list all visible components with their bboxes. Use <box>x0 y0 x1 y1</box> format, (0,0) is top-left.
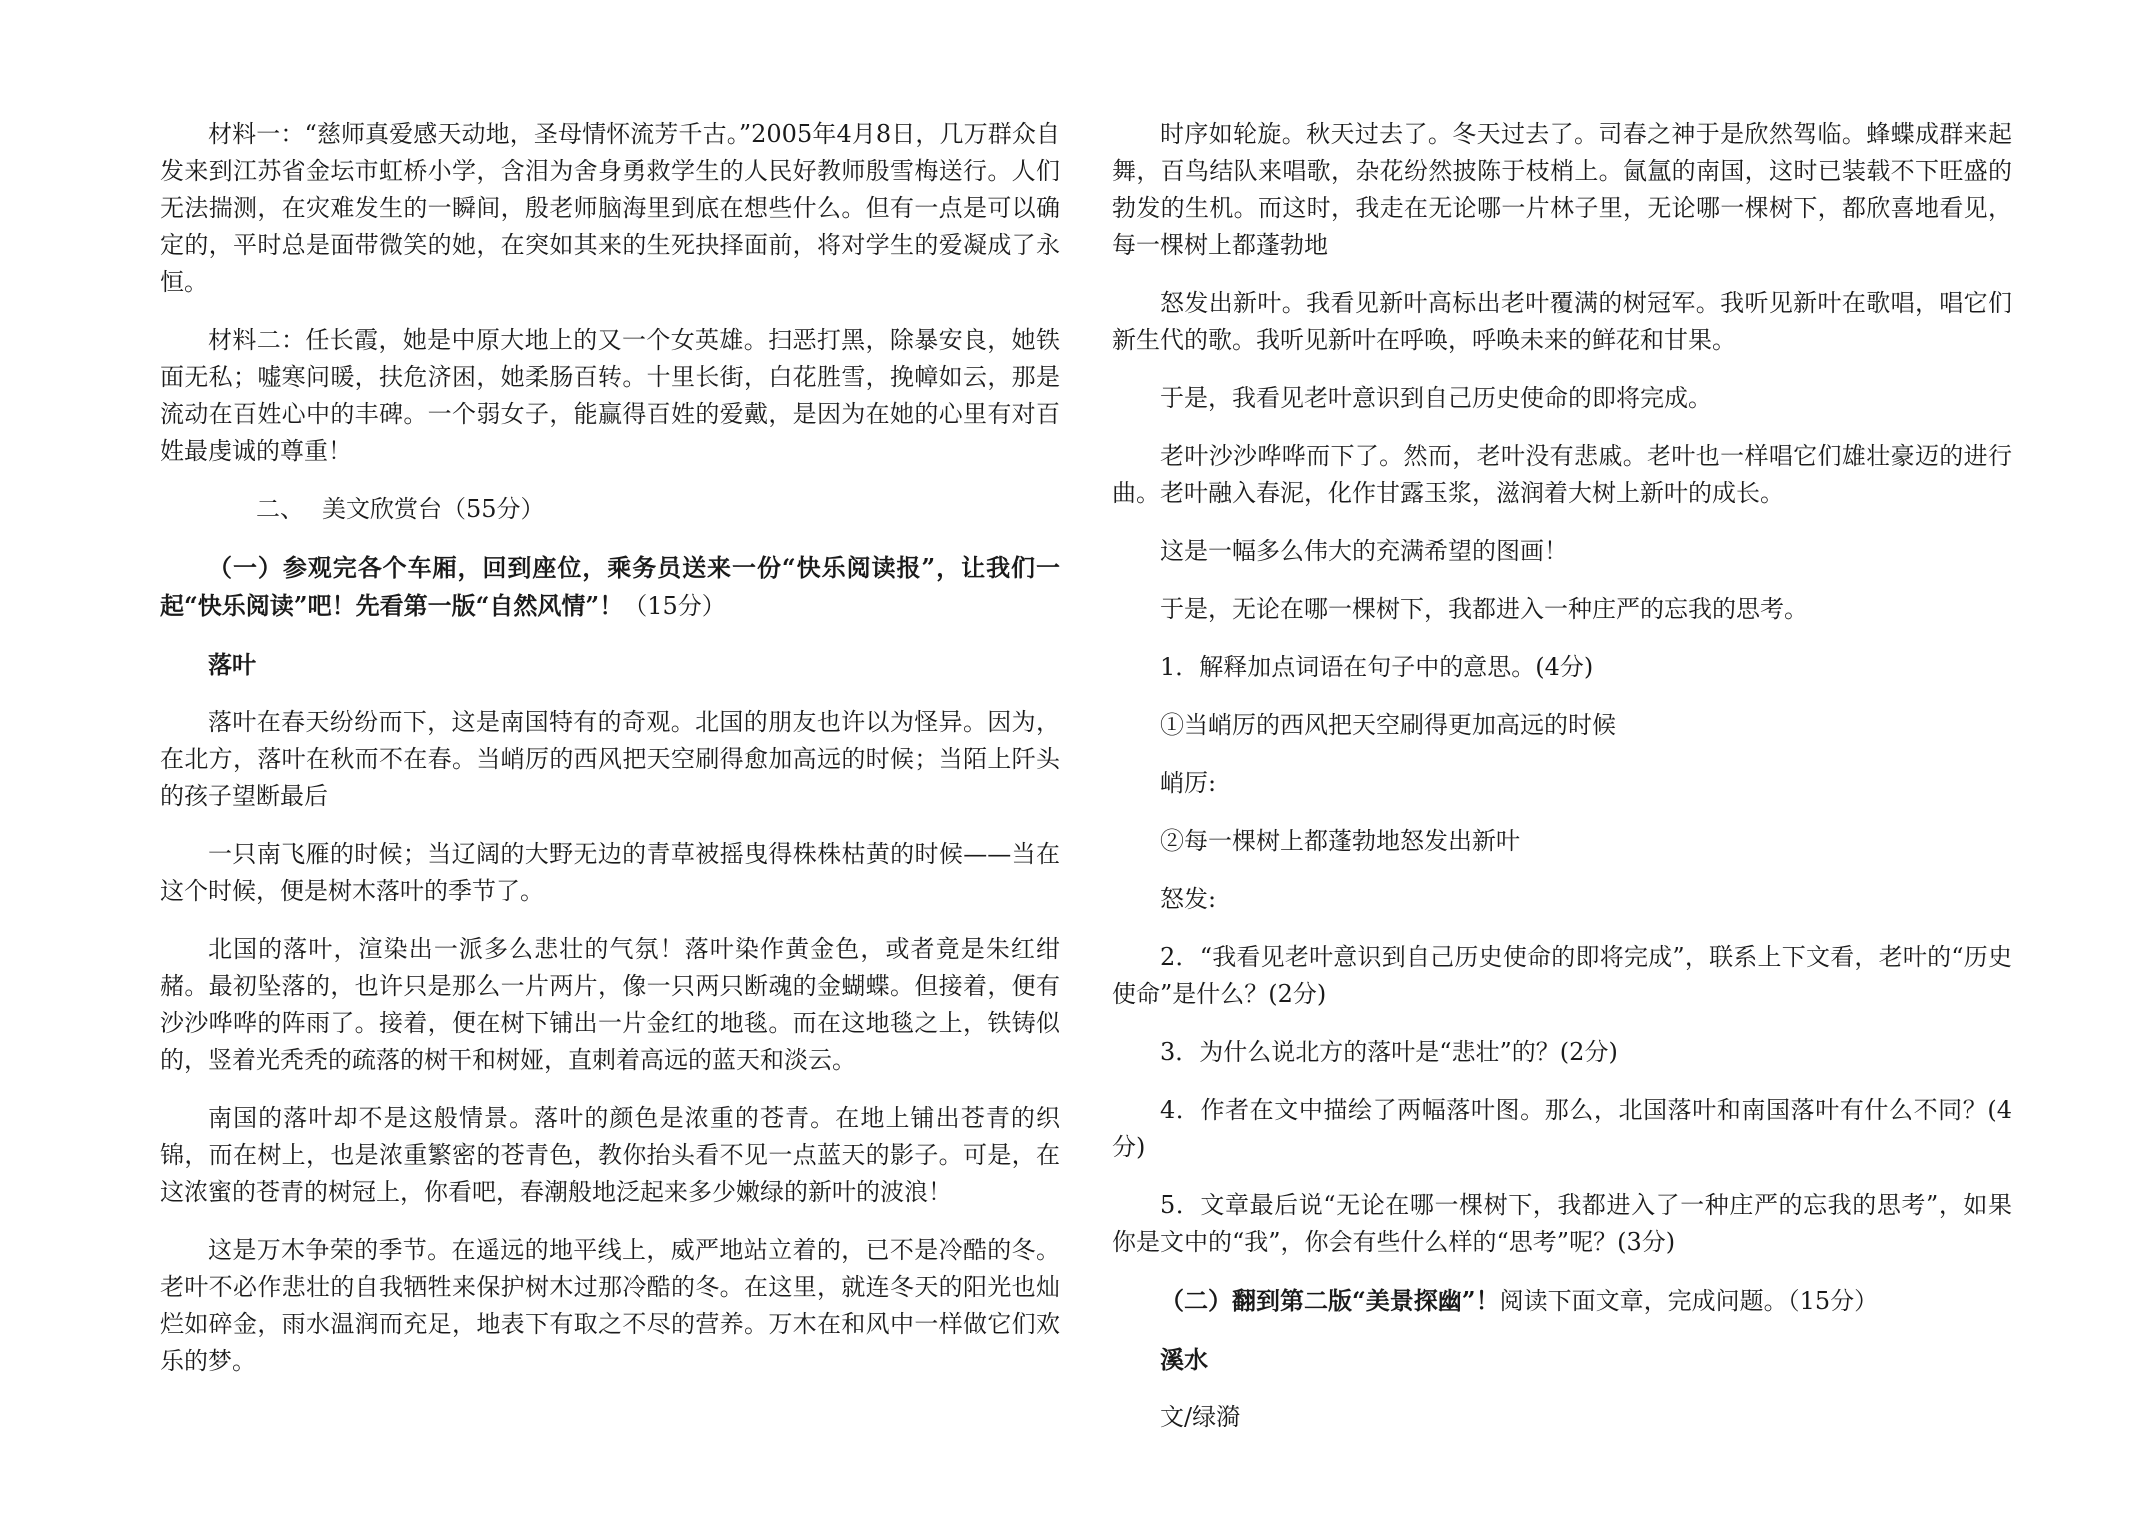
section-score: （55分） <box>442 495 545 523</box>
part-two-instruction-rest: 阅读下面文章，完成问题。（15分） <box>1499 1287 1879 1315</box>
question-4: 4．作者在文中描绘了两幅落叶图。那么，北国落叶和南国落叶有什么不同？(4分) <box>1112 1096 2012 1161</box>
question-1-item-a-label: 峭厉: <box>1160 769 1217 797</box>
section-number: 二、 <box>256 495 304 523</box>
article-paragraph-8: 于是，我看见老叶意识到自己历史使命的即将完成。 <box>1160 384 1712 412</box>
right-column <box>1112 116 2012 1457</box>
section-title: 美文欣赏台 <box>322 495 442 523</box>
part-two-instruction-bold: （二）翻到第二版“美景探幽”！ <box>1160 1286 1500 1315</box>
part-one-instruction-bold: （一）参观完各个车厢，回到座位，乘务员送来一份“快乐阅读报”，让我们一起“快乐阅读”吧！先看第一版“自然风情”！ <box>160 553 1060 620</box>
question-1: 1．解释加点词语在句子中的意思。(4分) <box>1160 653 1594 681</box>
part-one-instruction <box>160 549 1060 625</box>
article-title-xishui: 溪水 <box>1160 1345 1208 1374</box>
article-paragraph-5: 这是万木争荣的季节。在遥远的地平线上，威严地站立着的，已不是冷酷的冬。老叶不必作悲壮的自我牺牲来保护树木过那冷酷的冬。在这里，就连冬天的阳光也灿烂如碎金，雨水温润而充足，地表下有取之不尽的营养。万木在和风中一样做它们欢乐的梦。 <box>160 1236 1060 1375</box>
section-two-heading <box>160 491 1060 528</box>
material-one-paragraph: 材料一：“慈师真爱感天动地，圣母情怀流芳千古。”2005年4月8日，几万群众自发来到江苏省金坛市虹桥小学，含泪为舍身勇救学生的人民好教师殷雪梅送行。人们无法揣测，在灾难发生的一瞬间，殷老师脑海里到底在想些什么。但有一点是可以确定的，平时总是面带微笑的她，在突如其来的生死抉择面前，将对学生的爱凝成了永恒。 <box>160 120 1060 296</box>
question-3: 3．为什么说北方的落叶是“悲壮”的？(2分) <box>1160 1038 1618 1066</box>
article-paragraph-6: 时序如轮旋。秋天过去了。冬天过去了。司春之神于是欣然驾临。蜂蝶成群来起舞，百鸟结队来唱歌，杂花纷然披陈于枝梢上。氤氲的南国，这时已装载不下旺盛的勃发的生机。而这时，我走在无论哪一片林子里，无论哪一棵树下，都欣喜地看见，每一棵树上都蓬勃地 <box>1112 120 2012 259</box>
article-paragraph-9: 老叶沙沙哗哗而下了。然而，老叶没有悲戚。老叶也一样唱它们雄壮豪迈的进行曲。老叶融入春泥，化作甘露玉浆，滋润着大树上新叶的成长。 <box>1112 442 2012 507</box>
part-two-instruction <box>1112 1282 2012 1320</box>
article-paragraph-4: 南国的落叶却不是这般情景。落叶的颜色是浓重的苍青。在地上铺出苍青的织锦，而在树上，也是浓重繁密的苍青色，教你抬头看不见一点蓝天的影子。可是，在这浓蜜的苍青的树冠上，你看吧，春潮般地泛起来多少嫩绿的新叶的波浪！ <box>160 1104 1060 1206</box>
article-title-luoye: 落叶 <box>208 650 256 679</box>
material-two-paragraph: 材料二：任长霞，她是中原大地上的又一个女英雄。扫恶打黑，除暴安良，她铁面无私；嘘寒问暖，扶危济困，她柔肠百转。十里长街，白花胜雪，挽幛如云，那是流动在百姓心中的丰碑。一个弱女子，能赢得百姓的爱戴，是因为在她的心里有对百姓最虔诚的尊重！ <box>160 326 1060 465</box>
question-1-item-b-label: 怒发: <box>1160 885 1217 913</box>
question-1-item-b: ②每一棵树上都蓬勃地怒发出新叶 <box>1160 827 1520 855</box>
article-paragraph-10: 这是一幅多么伟大的充满希望的图画！ <box>1160 537 1568 565</box>
left-column <box>160 116 1060 1401</box>
article-paragraph-2: 一只南飞雁的时候；当辽阔的大野无边的青草被摇曳得株株枯黄的时候——当在这个时候，便是树木落叶的季节了。 <box>160 840 1060 905</box>
article-paragraph-1: 落叶在春天纷纷而下，这是南国特有的奇观。北国的朋友也许以为怪异。因为，在北方，落叶在秋而不在春。当峭厉的西风把天空刷得愈加高远的时候；当陌上阡头的孩子望断最后 <box>160 708 1060 810</box>
article-paragraph-11: 于是，无论在哪一棵树下，我都进入一种庄严的忘我的思考。 <box>1160 595 1808 623</box>
part-one-score: （15分） <box>623 592 726 620</box>
question-5: 5．文章最后说“无论在哪一棵树下，我都进入了一种庄严的忘我的思考”，如果你是文中的“我”，你会有些什么样的“思考”呢？(3分) <box>1112 1191 2012 1256</box>
article-author: 文/绿漪 <box>1160 1403 1241 1431</box>
article-paragraph-7: 怒发出新叶。我看见新叶高标出老叶覆满的树冠军。我听见新叶在歌唱，唱它们新生代的歌。我听见新叶在呼唤，呼唤未来的鲜花和甘果。 <box>1112 289 2012 354</box>
question-1-item-a: ①当峭厉的西风把天空刷得更加高远的时候 <box>1160 711 1616 739</box>
question-2: 2．“我看见老叶意识到自己历史使命的即将完成”，联系上下文看，老叶的“历史使命”是什么？(2分) <box>1112 943 2012 1008</box>
article-paragraph-3: 北国的落叶，渲染出一派多么悲壮的气氛！落叶染作黄金色，或者竟是朱红绀赭。最初坠落的，也许只是那么一片两片，像一只两只断魂的金蝴蝶。但接着，便有沙沙哗哗的阵雨了。接着，便在树下铺出一片金红的地毯。而在这地毯之上，铁铸似的，竖着光秃秃的疏落的树干和树娅，直刺着高远的蓝天和淡云。 <box>160 935 1060 1074</box>
